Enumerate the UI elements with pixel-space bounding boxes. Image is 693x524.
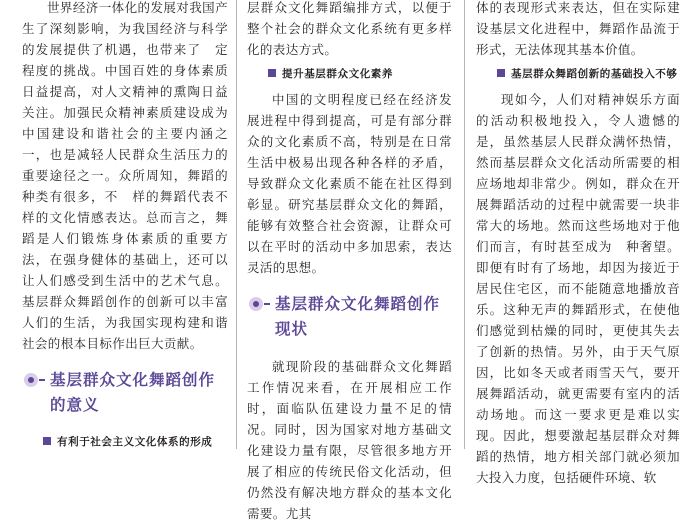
body-paragraph: 现如今，人们对精神娱乐方面的活动积极地投入，令人遗憾的是，虽然基层人民群众满怀热情，然而基层群众文化活动所需要的相应场地却非常少。例如，群众在开展舞蹈活动的过程中就需要一块非常大的场地。然而这些场地对于他们而言，有时甚至成为 种奢望。即便有时有了场地，却因为接近于居民住宅区，而不能随意地播放音乐。这种无声的舞蹈形式，在使他们感觉到枯燥的同时，更使其失去了创新的热情。另外，由于天气原因，比如冬天或者雨雪天气，要开展舞蹈活动，就更需要有室内的活动场地。而这一要求更是难以实现。因此，想要激起基层群众对舞蹈的热情，地方相关部门就必须加大投入力度，包括硬件环境、软	[476, 92, 680, 485]
section-heading	[247, 292, 452, 342]
subsection-heading	[22, 432, 228, 453]
column-1	[22, 0, 241, 449]
heading-bullet-icon	[249, 297, 263, 311]
subsection-heading-text: 基层群众舞蹈创新的基础投入不够	[511, 68, 678, 80]
section-heading-text: 基层群众文化舞蹈创作现状	[275, 295, 441, 338]
section-heading-text: 基层群众文化舞蹈创作的意义	[50, 371, 216, 414]
subsection-heading-text: 有利于社会主义文化体系的形成	[57, 436, 213, 448]
square-bullet-icon	[43, 437, 51, 445]
subsection-heading-text: 提升基层群众文化素养	[282, 68, 393, 80]
section-heading	[22, 368, 228, 418]
body-paragraph: 就现阶段的基础群众文化舞蹈工作情况来看，在开展相应工作时，面临队伍建设力量不足的情况。同时，因为国家对地方基础文化建设力量有限，尽管很多地方开展了相应的传统民俗文化活动，但仍然没有解决地方群众的基本文化需要。尤其	[247, 359, 452, 521]
square-bullet-icon	[268, 69, 276, 77]
heading-bullet-tail	[264, 303, 270, 305]
subsection-heading	[476, 64, 680, 85]
subsection-heading	[247, 64, 452, 85]
body-paragraph: 体的表现形式来表达，但在实际建设基层文化进程中，舞蹈作品流于形式，无法体现其基本价值。	[476, 0, 680, 57]
column-2	[247, 0, 452, 521]
body-paragraph: 中国的文明程度已经在经济发展进程中得到提高，可是有部分群众的文化素质不高，特别是在日常生活中极易出现各种各样的矛盾，导致群众文化素质不能在社区得到彰显。研究基层群众文化的舞蹈，能够有效整合社会资源，让群众可以在平时的活动中多加思索，表达灵活的思想。	[247, 92, 452, 275]
heading-bullet-tail	[39, 379, 45, 381]
square-bullet-icon	[497, 69, 505, 77]
column-divider	[464, 0, 465, 449]
column-3	[476, 0, 680, 485]
column-divider	[236, 0, 237, 449]
body-paragraph: 层群众文化舞蹈编排方式，以便于整个社会的群众文化系统有更多样化的表达方式。	[247, 0, 452, 57]
body-paragraph: 世界经济一体化的发展对我国产生了深刻影响，为我国经济与科学的发展提供了机遇，也带来了 定程度的挑战。中国百姓的身体素质日益提高，对人文精神的熏陶日益关注。加强民众精神素质建设成为中国建设和谐社会的主要内涵之一，也是减轻人民群众生活压力的重要途径之一。众所周知，舞蹈的种类有很多，不 样的舞蹈代表不 样的文化情感表达。总而言之，舞蹈是人们锻炼身体素质的重要方法，在强身健体的基础上，还可以让人们感受到生活中的艺术气息。基层群众舞蹈创作的创新可以丰富人们的生活，为我国实现构建和谐社会的根本目标作出巨大贡献。	[22, 0, 241, 351]
heading-bullet-icon	[24, 373, 38, 387]
